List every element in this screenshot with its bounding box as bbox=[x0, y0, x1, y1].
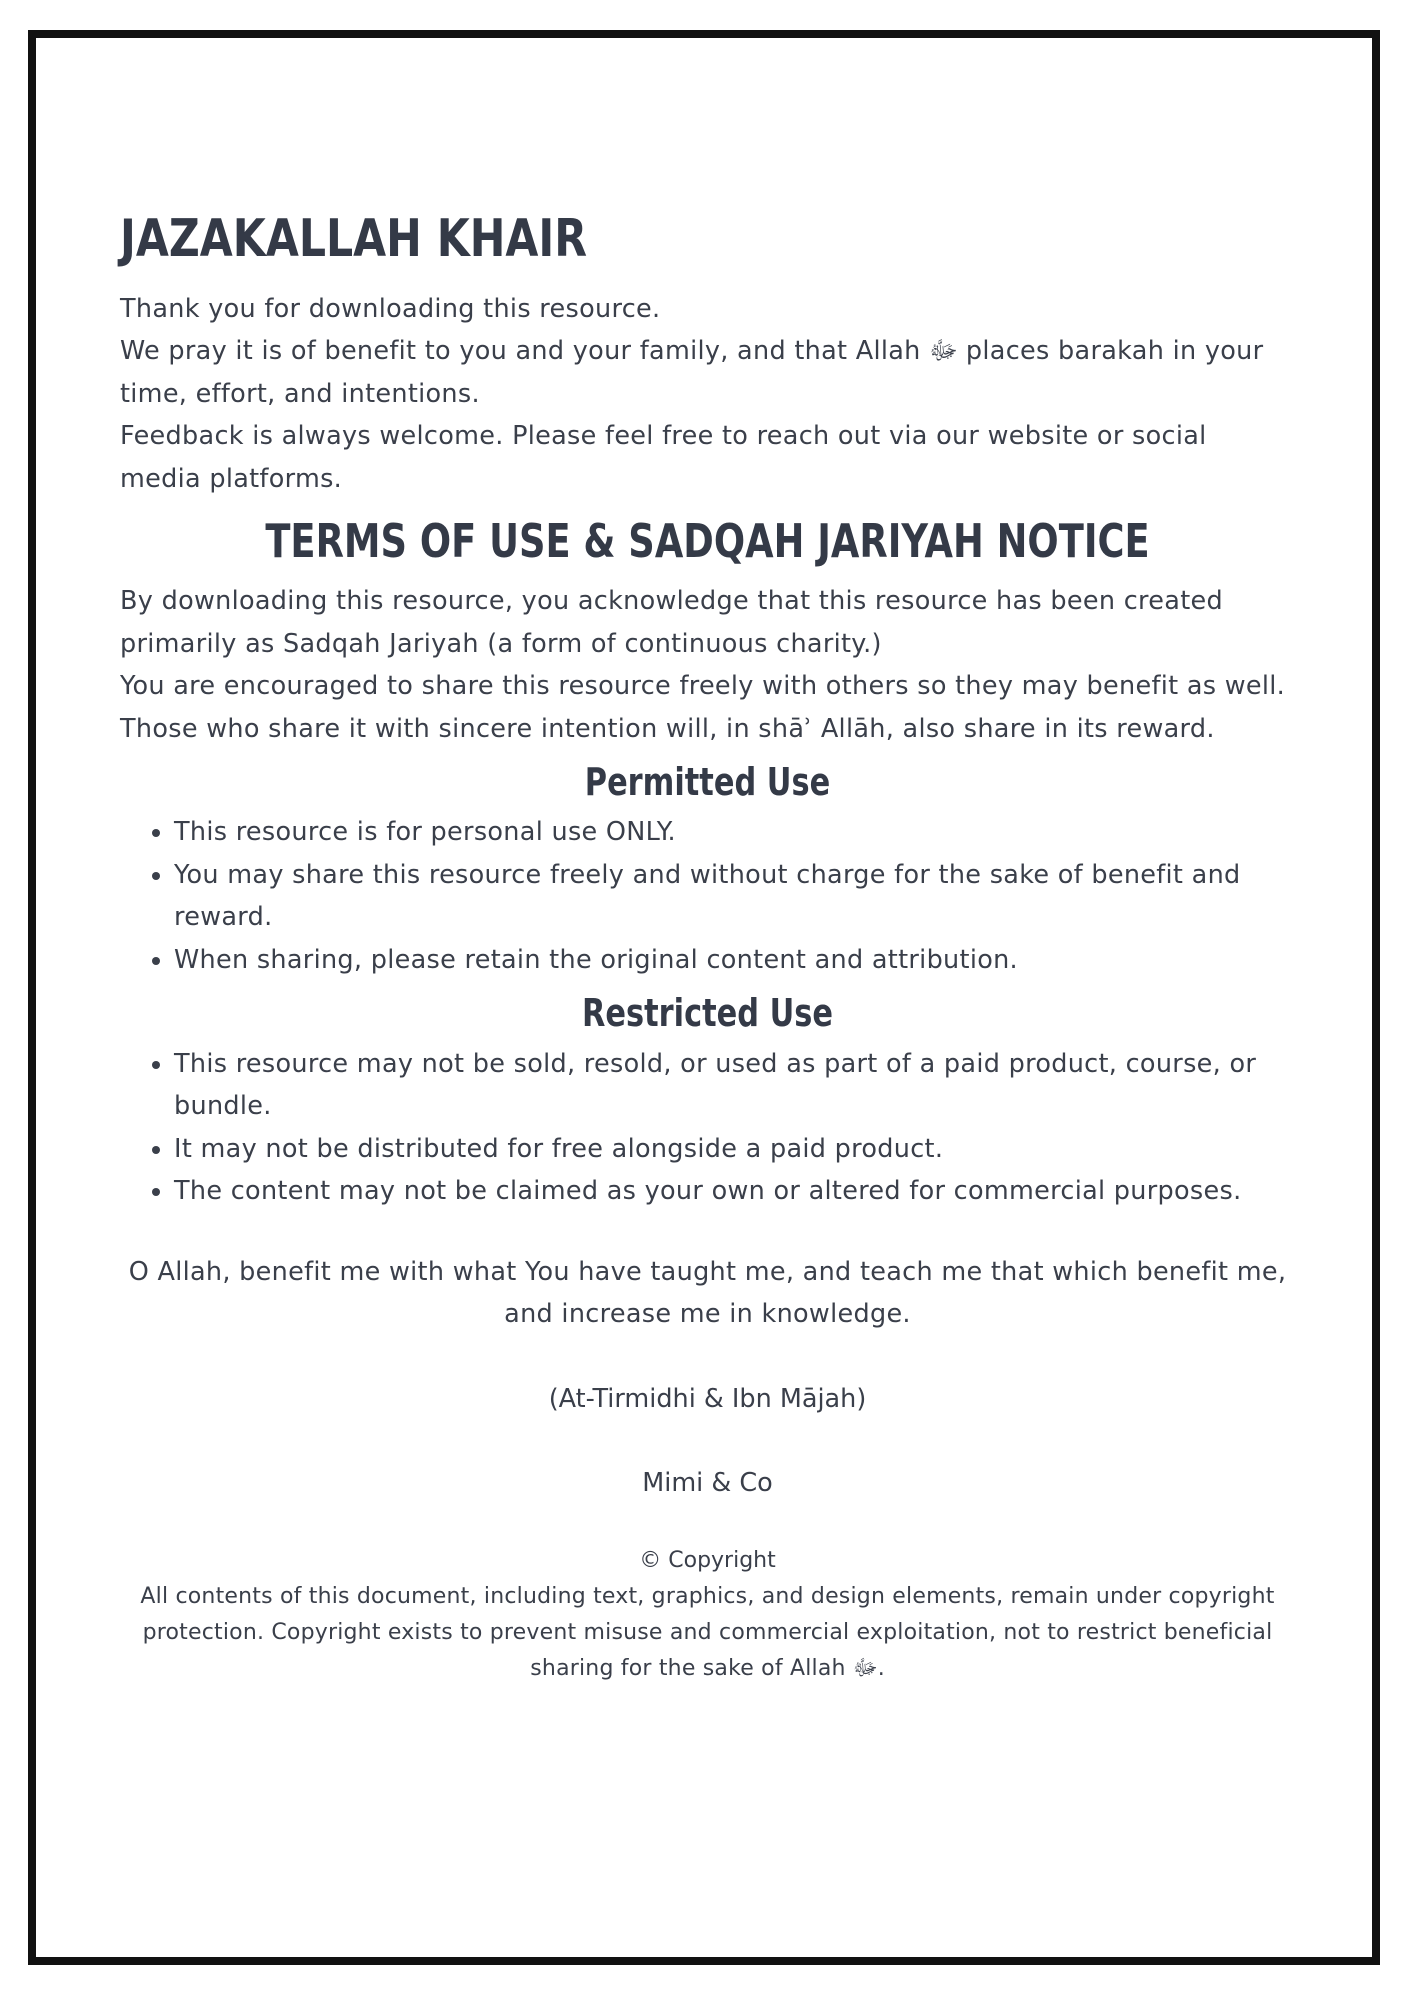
restricted-use-title: Restricted Use bbox=[582, 991, 833, 1036]
list-item: • You may share this resource freely and without charge for the sake of benefit and reward. bbox=[174, 854, 1295, 939]
document-content bbox=[120, 210, 1295, 1687]
terms-section bbox=[120, 580, 1295, 750]
list-item: • The content may not be claimed as your own or altered for commercial purposes. bbox=[174, 1170, 1295, 1213]
intro-prayer: We pray it is of benefit to you and your family, and that Allah ﷻ places barakah in your time, effort, and intentions. bbox=[120, 336, 1264, 409]
terms-paragraph: Those who share it with sincere intention will, in shāʾ Allāh, also share in its reward. bbox=[120, 713, 1215, 744]
restricted-use-list bbox=[120, 1043, 1295, 1213]
page-title: JAZAKALLAH KHAIR bbox=[120, 209, 588, 269]
intro-thanks: Thank you for downloading this resource. bbox=[120, 293, 661, 324]
terms-paragraph: By downloading this resource, you acknowledge that this resource has been created primarily as Sadqah Jariyah (a form of continuous charity.) bbox=[120, 586, 1223, 659]
intro-section bbox=[120, 288, 1295, 501]
intro-feedback: Feedback is always welcome. Please feel free to reach out via our website or social media platforms. bbox=[120, 421, 1207, 494]
list-item: • When sharing, please retain the original content and attribution. bbox=[174, 939, 1295, 982]
copyright-text: All contents of this document, including text, graphics, and design elements, remain under copyright protection. Copyright exists to prevent misuse and commercial exploitation, not to restrict beneficial sharing for the sake of Allah ﷻ. bbox=[140, 1583, 1275, 1681]
terms-paragraph: You are encouraged to share this resource freely with others so they may benefit as well. bbox=[120, 671, 1286, 702]
terms-title: TERMS OF USE & SADQAH JARIYAH NOTICE bbox=[265, 514, 1150, 569]
brand-name: Mimi & Co bbox=[642, 1468, 773, 1499]
permitted-use-title: Permitted Use bbox=[584, 760, 831, 805]
dua-source: (At-Tirmidhi & Ibn Mājah) bbox=[548, 1383, 867, 1414]
dua-text: O Allah, benefit me with what You have taught me, and teach me that which benefit me, and increase me in knowledge. bbox=[128, 1256, 1287, 1330]
list-item: • It may not be distributed for free alongside a paid product. bbox=[174, 1128, 1295, 1171]
copyright-title: © Copyright bbox=[639, 1547, 776, 1573]
permitted-use-list bbox=[120, 811, 1295, 981]
list-item: • This resource may not be sold, resold, or used as part of a paid product, course, or bundle. bbox=[174, 1043, 1295, 1128]
list-item: • This resource is for personal use ONLY. bbox=[174, 811, 1295, 854]
